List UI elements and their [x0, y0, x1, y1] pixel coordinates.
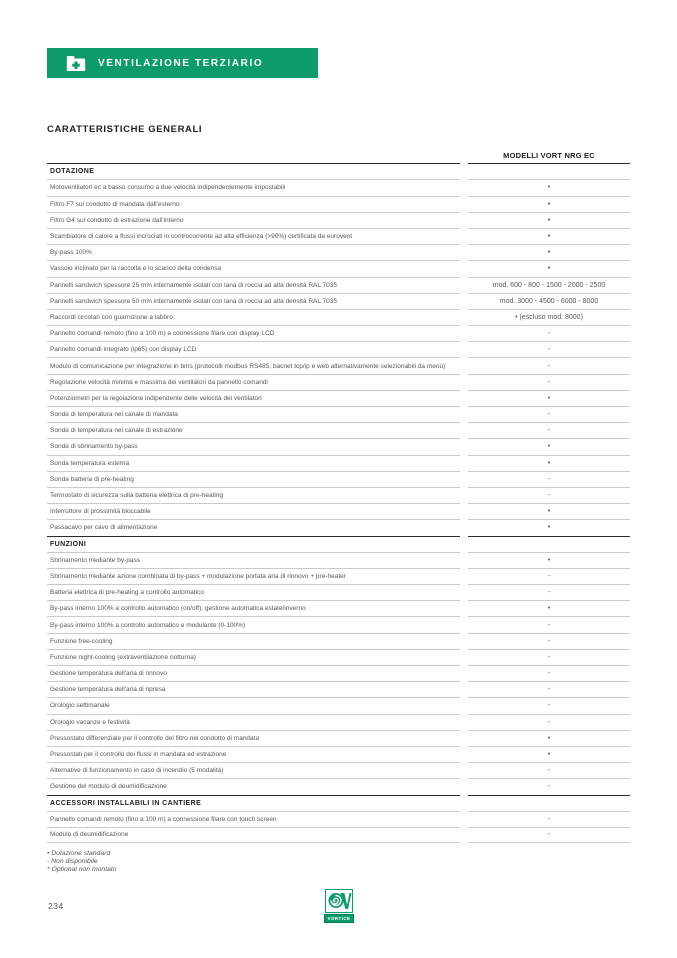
table-row-value: -: [468, 471, 630, 487]
table-row-label: Pannello comandi remoto (fino a 100 m) a connessione filare con display LCD: [47, 325, 460, 341]
table-row-value: -: [468, 341, 630, 357]
table-row: [47, 406, 630, 422]
table-row-value: mod. 600 - 800 - 1500 - 2000 - 2500: [468, 277, 630, 293]
table-row-label: Alternative di funzionamento in caso di incendio (5 modalità): [47, 762, 460, 778]
table-row: [47, 762, 630, 778]
section-header: [47, 163, 630, 179]
table-row-value: •: [468, 519, 630, 535]
table-row-value: -: [468, 762, 630, 778]
table-row: [47, 341, 630, 357]
table-row-value: •: [468, 212, 630, 228]
table-row-value: -: [468, 616, 630, 632]
table-row-label: Passacavo per cavo di alimentazione: [47, 519, 460, 535]
table-row-label: Pressostato differenziale per il controllo del filtro nel condotto di mandata: [47, 730, 460, 746]
table-row: [47, 714, 630, 730]
table-row: [47, 584, 630, 600]
table-row-value: •: [468, 552, 630, 568]
table-row: [47, 778, 630, 794]
table-row: [47, 196, 630, 212]
section-header-value: [468, 795, 630, 811]
table-row-value: •: [468, 228, 630, 244]
table-row-label: Orologio vacanze e festività: [47, 714, 460, 730]
table-row-value: -: [468, 778, 630, 794]
table-row: [47, 244, 630, 260]
table-row-value: -: [468, 422, 630, 438]
column-header: MODELLI VORT NRG EC: [503, 150, 595, 160]
table-row: [47, 552, 630, 568]
table-row: [47, 697, 630, 713]
characteristics-table: [47, 147, 630, 843]
table-row: [47, 260, 630, 276]
table-row-label: Motoventilatori ec a basso consumo a due velocità indipendentemente impostabili: [47, 179, 460, 195]
table-row-value: -: [468, 649, 630, 665]
table-row-label: Regolazione velocità minima e massima dei ventilatori da pannello comandi: [47, 374, 460, 390]
table-row-value: •: [468, 455, 630, 471]
table-row-value: •: [468, 730, 630, 746]
table-row-label: Orologio settimanale: [47, 697, 460, 713]
table-row: [47, 730, 630, 746]
table-row: [47, 293, 630, 309]
table-row-label: Potenziometri per la regolazione indipendente delle velocità dei ventilatori: [47, 390, 460, 406]
table-row-value: -: [468, 487, 630, 503]
table-row-label: Gestione temperatura dell'aria di rinnovo: [47, 665, 460, 681]
table-row-label: Sbrinamento mediante by-pass: [47, 552, 460, 568]
table-row-value: •: [468, 600, 630, 616]
table-row: [47, 616, 630, 632]
table-row-label: By-pass 100%: [47, 244, 460, 260]
first-aid-folder-icon: [66, 55, 86, 72]
table-row: [47, 438, 630, 454]
table-row: [47, 568, 630, 584]
table-row-label: Vassoio inclinato per la raccolta e lo scarico della condensa: [47, 260, 460, 276]
table-row-value: •: [468, 196, 630, 212]
table-row: [47, 827, 630, 843]
table-row-label: Batteria elettrica di pre-heating a controllo automatico: [47, 584, 460, 600]
table-row-value: •: [468, 244, 630, 260]
category-banner: [47, 48, 318, 78]
table-row-label: Pressostati per il controllo dei flussi in mandata ed estrazione: [47, 746, 460, 762]
section-header-label: ACCESSORI INSTALLABILI IN CANTIERE: [47, 795, 460, 811]
table-row-label: Funzione free-cooling: [47, 633, 460, 649]
table-row-label: Funzione night-cooling (extraventilazione notturna): [47, 649, 460, 665]
table-row: [47, 649, 630, 665]
table-row-value: -: [468, 827, 630, 843]
table-row-label: Sonda di sbrinamento by-pass: [47, 438, 460, 454]
table-row-value: -: [468, 584, 630, 600]
table-row-label: Sonda temperatura esterna: [47, 455, 460, 471]
table-row-label: Pannelli sandwich spessore 50 mm internamente isolati con lana di roccia ad alta densità RAL 7035: [47, 293, 460, 309]
table-body: [47, 163, 630, 843]
table-row-value: •: [468, 260, 630, 276]
table-row: [47, 487, 630, 503]
table-row-label: Filtro F7 sul condotto di mandata dall'esterno: [47, 196, 460, 212]
table-row-value: -: [468, 325, 630, 341]
table-row: [47, 811, 630, 827]
table-row-label: Pannello comandi remoto (fino a 100 m) a connessione filare con touch screen: [47, 811, 460, 827]
section-header-value: [468, 163, 630, 179]
table-row: [47, 357, 630, 373]
section-header: [47, 536, 630, 552]
table-row-label: Sonda di temperatura nel canale di estrazione: [47, 422, 460, 438]
table-row: [47, 681, 630, 697]
table-row: [47, 665, 630, 681]
table-row-label: Raccordi circolari con guarnizione a labbro: [47, 309, 460, 325]
vortice-logo: [324, 889, 354, 923]
table-row: [47, 600, 630, 616]
table-row-value: •: [468, 746, 630, 762]
legend-item-not-available: - Non disponibile: [47, 858, 98, 865]
table-row-value: -: [468, 811, 630, 827]
section-header-value: [468, 536, 630, 552]
table-row: [47, 633, 630, 649]
table-row: [47, 179, 630, 195]
table-header-row: [47, 147, 630, 163]
section-header: [47, 795, 630, 811]
table-row-value: -: [468, 697, 630, 713]
legend-item-standard: • Dotazione standard: [47, 850, 111, 857]
table-row: [47, 390, 630, 406]
table-row-label: Sbrinamento mediante azione combinata di by-pass + modulazione portata aria di rinnovo + pre-heater: [47, 568, 460, 584]
table-row-label: Pannelli sandwich spessore 25 mm internamente isolati con lana di roccia ad alta densità RAL 7035: [47, 277, 460, 293]
table-row-label: Gestione temperatura dell'aria di ripresa: [47, 681, 460, 697]
table-row-label: Pannello comandi integrato (ip65) con display LCD: [47, 341, 460, 357]
table-row-label: Termostato di sicurezza sulla batteria elettrica di pre-heating: [47, 487, 460, 503]
table-row-label: Sonda di temperatura nel canale di mandata: [47, 406, 460, 422]
table-row-value: -: [468, 633, 630, 649]
table-row-label: Interruttore di prossimità bloccabile: [47, 503, 460, 519]
legend: [47, 850, 117, 874]
table-row: [47, 503, 630, 519]
table-row: [47, 309, 630, 325]
table-row: [47, 422, 630, 438]
table-row: [47, 325, 630, 341]
page-number: 234: [48, 901, 64, 911]
table-row-value: •: [468, 503, 630, 519]
table-row: [47, 471, 630, 487]
vortice-logo-wordmark: VORTICE: [324, 914, 354, 923]
page-title: CARATTERISTICHE GENERALI: [47, 124, 203, 135]
table-row-value: •: [468, 179, 630, 195]
table-row-value: -: [468, 681, 630, 697]
table-row-value: -: [468, 357, 630, 373]
table-row: [47, 519, 630, 535]
table-row-value: -: [468, 665, 630, 681]
table-row-value: •: [468, 390, 630, 406]
table-row-label: Scambiatore di calore a flussi incrociati in controcorrente ad alta efficienza (>90%) certificata da eurovent: [47, 228, 460, 244]
vortice-logo-icon: [325, 889, 353, 913]
table-row-label: By-pass interno 100% a controllo automatico e modulante (0-100%): [47, 616, 460, 632]
table-row-value: mod. 3000 - 4500 - 6000 - 8000: [468, 293, 630, 309]
table-row-value: -: [468, 568, 630, 584]
banner-title: VENTILAZIONE TERZIARIO: [98, 57, 264, 69]
table-row: [47, 212, 630, 228]
table-row: [47, 228, 630, 244]
table-row-label: Sonda batteria di pre-heating: [47, 471, 460, 487]
table-row-value: -: [468, 374, 630, 390]
table-row-value: • (escluso mod. 8000): [468, 309, 630, 325]
table-row: [47, 374, 630, 390]
legend-item-optional: * Optional non montato: [47, 866, 117, 873]
section-header-label: DOTAZIONE: [47, 163, 460, 179]
table-row-value: -: [468, 714, 630, 730]
table-row-label: By-pass interno 100% a controllo automatico (on/off), gestione automatica estate/inverno: [47, 600, 460, 616]
table-row: [47, 746, 630, 762]
table-row: [47, 277, 630, 293]
table-row-value: -: [468, 406, 630, 422]
table-row-label: Filtro G4 sul condotto di estrazione dall'interno: [47, 212, 460, 228]
table-header-empty: [47, 147, 460, 163]
table-row-value: •: [468, 438, 630, 454]
table-row-label: Modulo di deumidificazione: [47, 827, 460, 843]
table-row-label: Modulo di comunicazione per integrazione in bms (protocolli modbus RS485, bacnet tcp/ip e web alternativamente selezionabili da menù): [47, 357, 460, 373]
section-header-label: FUNZIONI: [47, 536, 460, 552]
table-row: [47, 455, 630, 471]
table-row-label: Gestione del modulo di deumidificazione: [47, 778, 460, 794]
